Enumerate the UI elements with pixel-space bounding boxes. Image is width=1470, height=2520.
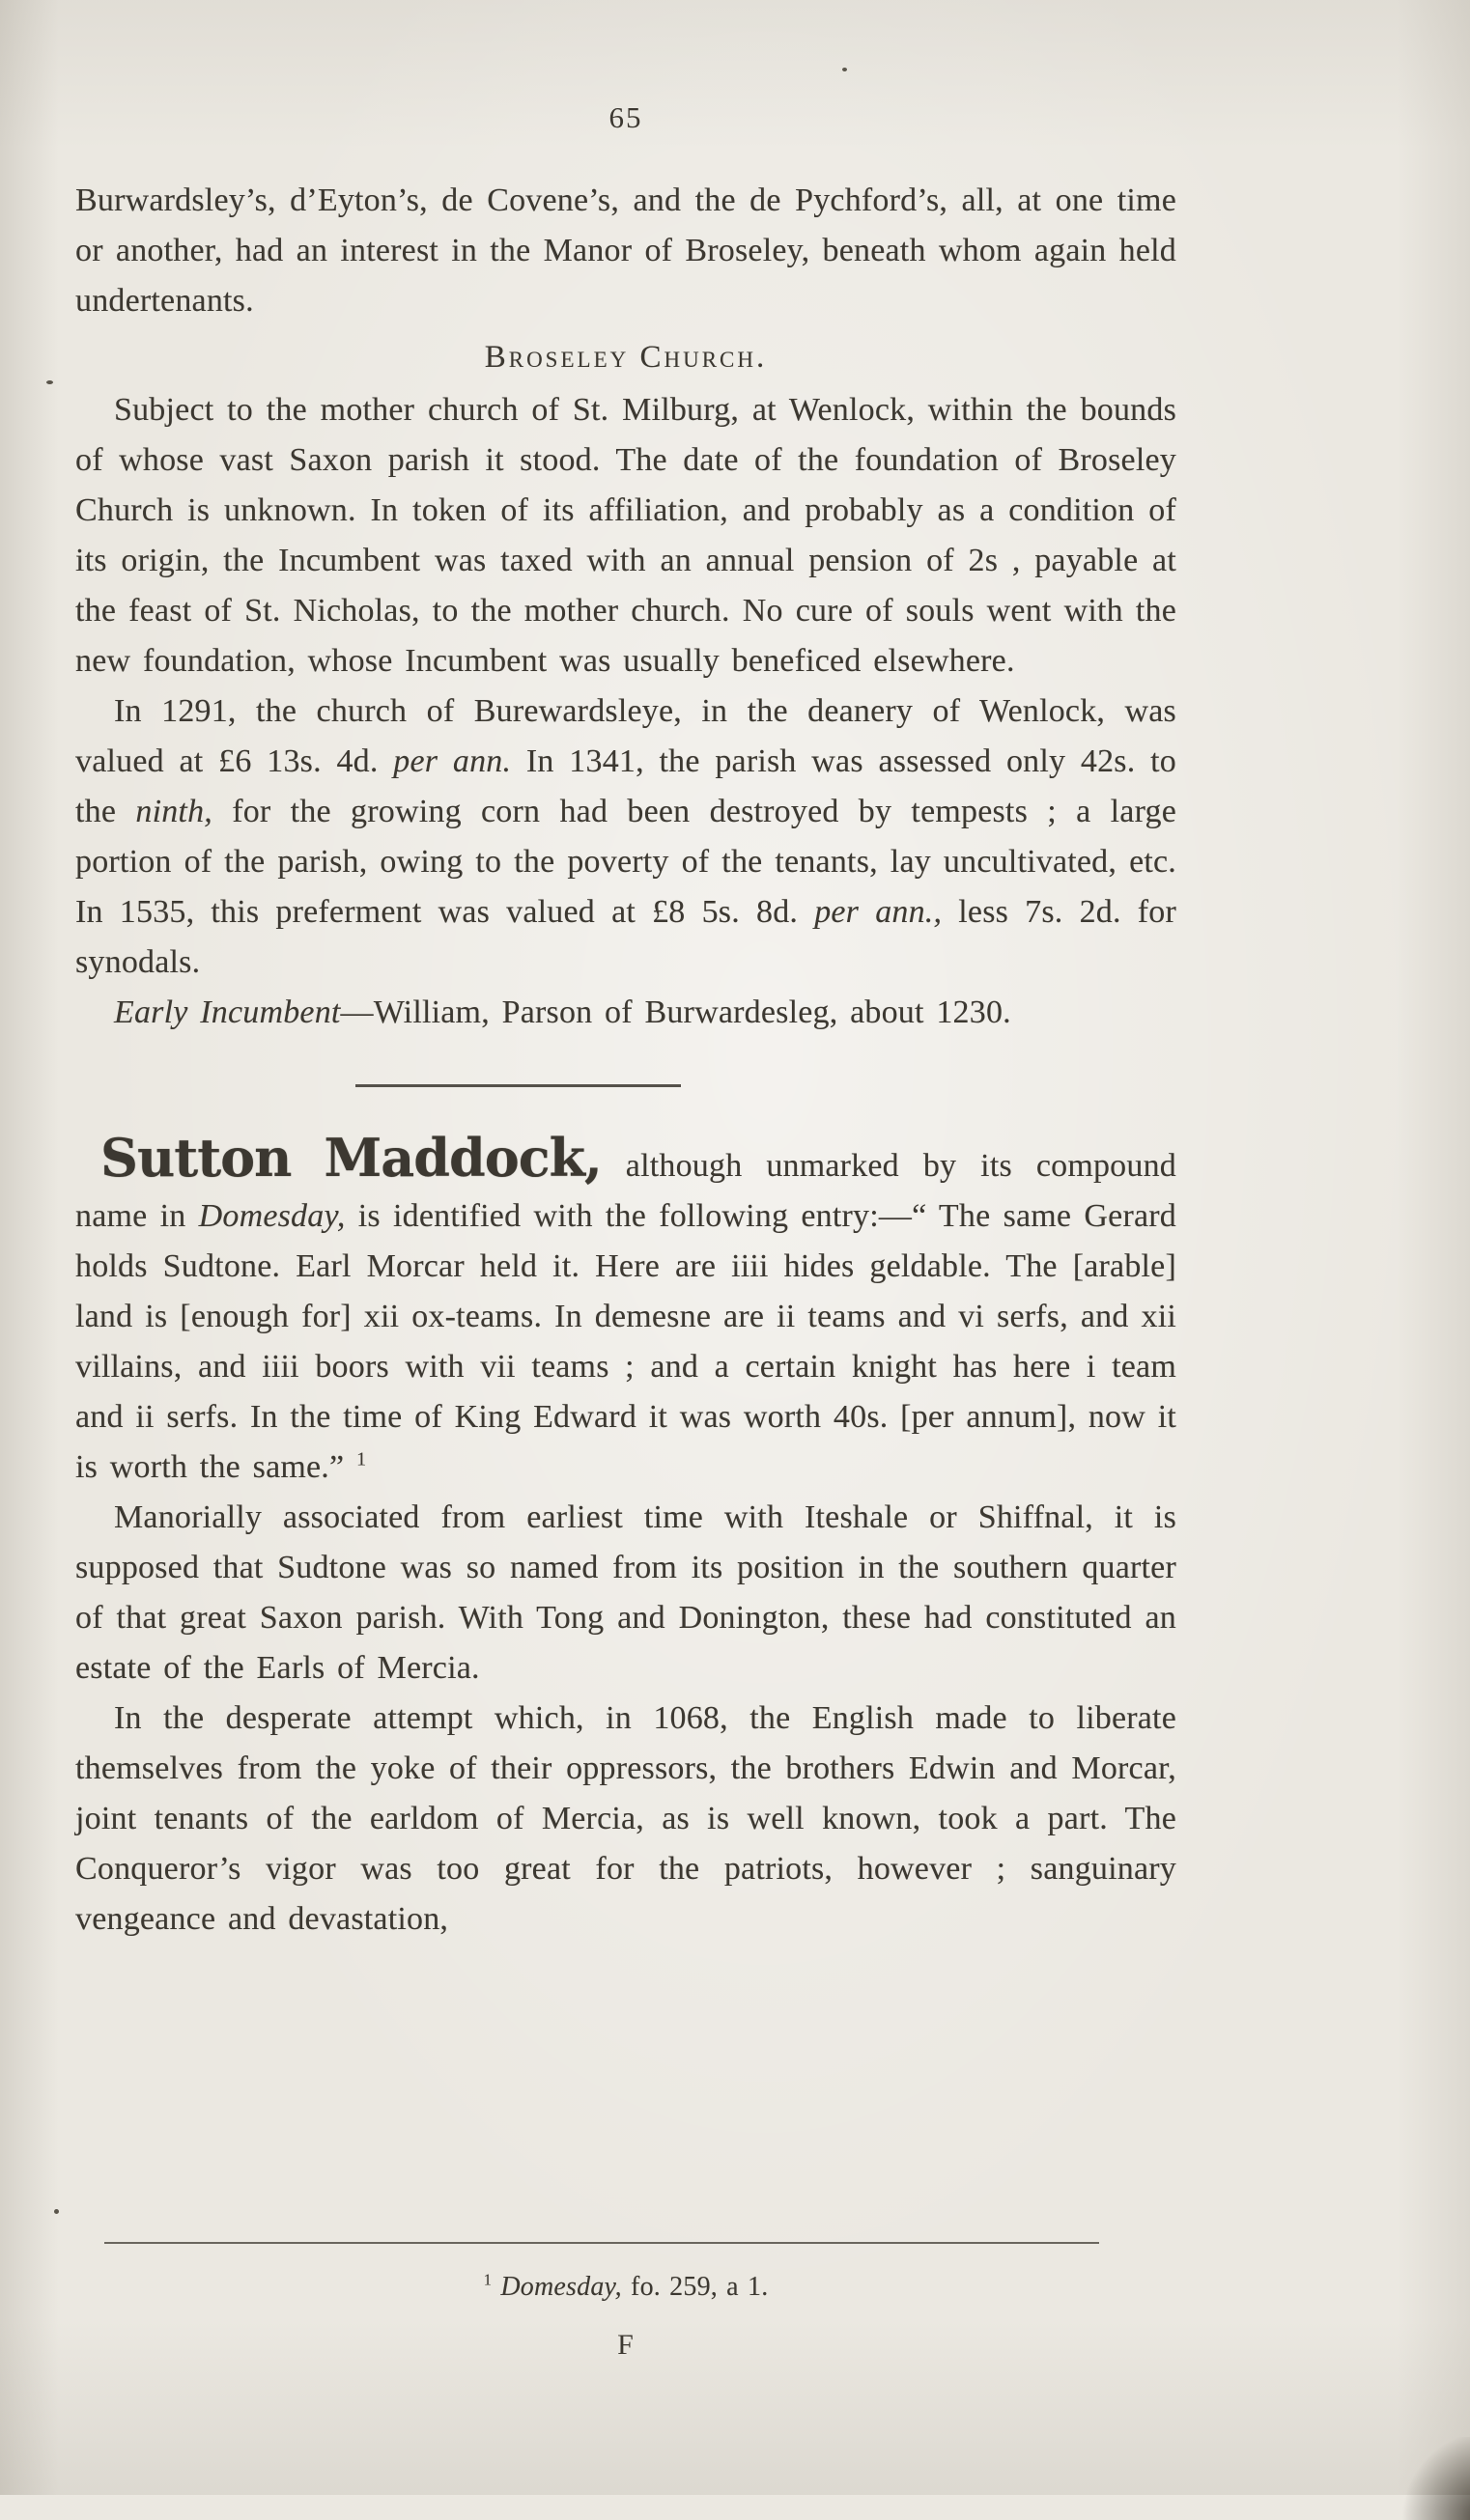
- paragraph-desperate-attempt: In the desperate attempt which, in 1068, the English made to liberate themselves from the yoke of their oppressors, the brothers Edwin and Morcar, joint tenants of the earldom of Mercia, as is well known, took a part. The Conqueror’s vigor was too great for the patriots, however ; sanguinary vengeance and devastation,: [75, 1700, 1176, 1937]
- footnote: [75, 2271, 1176, 2304]
- text-run: although unmarked by its compound name in: [75, 1148, 1176, 1234]
- section-heading-broseley-church: Broseley Church.: [484, 340, 768, 375]
- footnote-rule: [104, 2242, 1099, 2244]
- paragraph-early-incumbent: [75, 988, 1176, 1038]
- paragraph-manor-continuation: Burwardsley’s, d’Eyton’s, de Covene’s, and the de Pychford’s, all, at one time or another, had an interest in the Manor of Broseley, beneath whom again held undertenants.: [75, 182, 1176, 319]
- footnote-rest: fo. 259, a 1.: [621, 2272, 769, 2302]
- paragraph-1291-valuation: [75, 686, 1176, 988]
- scan-speck: [46, 380, 53, 384]
- signature-mark: F: [617, 2329, 635, 2361]
- paragraph-sutton-maddock: [75, 1127, 1176, 1493]
- text-run-italic: per ann.: [393, 743, 512, 779]
- text-run: for the growing corn had been destroyed by tempests ; a large portion of the parish, owing to the poverty of the tenants, lay uncultivated, etc. In 1535, this preferment was valued at £8 5s. 8d.: [75, 794, 1176, 930]
- scan-speck: [842, 68, 847, 71]
- blackletter-heading-sutton-maddock: Sutton Maddock,: [100, 1127, 602, 1189]
- text-run: less 7s. 2d. for synodals.: [75, 894, 1177, 980]
- footnote-number: 1: [483, 2270, 493, 2289]
- text-run-italic: Domesday,: [198, 1198, 346, 1234]
- scan-corner-shadow: [1399, 2437, 1470, 2520]
- footnote-source-italic: Domesday,: [500, 2272, 622, 2302]
- text-block: [75, 100, 1176, 1945]
- text-run: is identified with the following entry:—“ The same Gerard holds Sudtone. Earl Morcar held it. Here are iiii hides geldable. The [arable] land is [enough for] xii ox-teams. In demesne are ii teams and vi serfs, and xii villains, and iiii boors with vii teams ; and a certain knight has here i team and ii serfs. In the time of King Edward it was worth 40s. [per annum], now it is worth the same.”: [75, 1198, 1176, 1485]
- footnote-area: [75, 2242, 1176, 2362]
- text-run: —William, Parson of Burwardesleg, about 1230.: [340, 994, 1011, 1030]
- paragraph-manorially: Manorially associated from earliest time with Iteshale or Shiffnal, it is supposed that Sudtone was so named from its position in the southern quarter of that great Saxon parish. With Tong and Donington, these had constituted an estate of the Earls of Mercia.: [75, 1499, 1176, 1686]
- text-run-italic: Early Incumbent: [114, 994, 341, 1030]
- text-run-italic: ninth,: [135, 794, 212, 829]
- section-divider-rule: [355, 1084, 681, 1087]
- paragraph-subject-mother-church: Subject to the mother church of St. Milburg, at Wenlock, within the bounds of whose vast Saxon parish it stood. The date of the foundation of Broseley Church is unknown. In token of its affiliation, and probably as a condition of its origin, the Incumbent was taxed with an annual pension of 2s , payable at the feast of St. Nicholas, to the mother church. No cure of souls went with the new foundation, whose Incumbent was usually beneficed elsewhere.: [75, 392, 1176, 679]
- scan-speck: [54, 2209, 59, 2214]
- page-number: 65: [608, 100, 643, 134]
- text-run: In 1291, the church of Burewardsleye, in the deanery of Wenlock, was valued at £6 13s. 4d.: [75, 693, 1176, 779]
- text-run: In 1341, the parish was assessed only 42s. to the: [75, 743, 1176, 829]
- text-run-italic: per ann.,: [814, 894, 943, 930]
- footnote-reference-marker: 1: [356, 1448, 367, 1470]
